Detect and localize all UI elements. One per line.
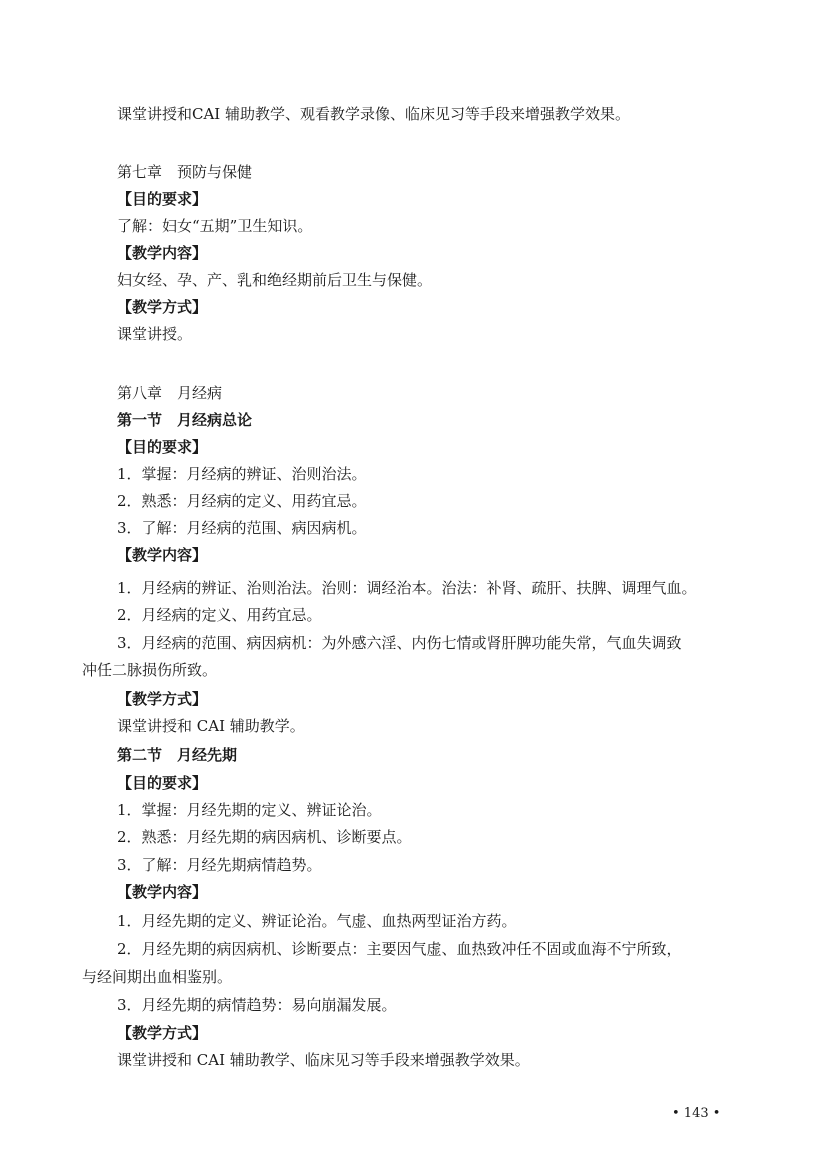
chapter-7-title: 第七章 预防与保健 <box>117 163 253 181</box>
ch7-content-text: 妇女经、孕、产、乳和绝经期前后卫生与保健。 <box>117 271 433 289</box>
ch7-content-heading: 【教学内容】 <box>117 244 208 262</box>
section-1-title: 第一节 月经病总论 <box>117 411 253 429</box>
ch7-method-heading: 【教学方式】 <box>117 298 208 316</box>
s1-content-3-cont: 冲任二脉损伤所致。 <box>82 661 218 679</box>
s1-objective-3: 3．了解：月经病的范围、病因病机。 <box>117 519 367 537</box>
s1-objectives-heading: 【目的要求】 <box>117 438 208 456</box>
s1-objective-2: 2．熟悉：月经病的定义、用药宜忌。 <box>117 492 367 510</box>
ch7-method-text: 课堂讲授。 <box>117 325 193 343</box>
s1-objective-1: 1．掌握：月经病的辨证、治则治法。 <box>117 465 367 483</box>
s1-content-2: 2．月经病的定义、用药宜忌。 <box>117 606 322 624</box>
s2-objective-2: 2．熟悉：月经先期的病因病机、诊断要点。 <box>117 828 412 846</box>
s2-method-text: 课堂讲授和 CAI 辅助教学、临床见习等手段来增强教学效果。 <box>117 1051 530 1069</box>
s1-content-heading: 【教学内容】 <box>117 546 208 564</box>
s2-objectives-heading: 【目的要求】 <box>117 774 208 792</box>
page-number: • 143 • <box>672 1106 721 1121</box>
s2-content-2: 2．月经先期的病因病机、诊断要点：主要因气虚、血热致冲任不固或血海不宁所致， <box>117 940 682 958</box>
s2-content-heading: 【教学内容】 <box>117 883 208 901</box>
section-2-title: 第二节 月经先期 <box>117 746 238 764</box>
s2-content-2-cont: 与经间期出血相鉴别。 <box>82 968 233 986</box>
chapter-8-title: 第八章 月经病 <box>117 384 223 402</box>
s2-method-heading: 【教学方式】 <box>117 1024 208 1042</box>
ch7-objectives-text: 了解：妇女“五期”卫生知识。 <box>117 217 313 235</box>
intro-paragraph: 课堂讲授和CAI 辅助教学、观看教学录像、临床见习等手段来增强教学效果。 <box>117 105 631 123</box>
s2-objective-1: 1．掌握：月经先期的定义、辨证论治。 <box>117 801 382 819</box>
s2-content-1: 1．月经先期的定义、辨证论治。气虚、血热两型证治方药。 <box>117 912 517 930</box>
s1-method-heading: 【教学方式】 <box>117 690 208 708</box>
s1-method-text: 课堂讲授和 CAI 辅助教学。 <box>117 717 305 735</box>
s2-content-3: 3．月经先期的病情趋势：易向崩漏发展。 <box>117 996 397 1014</box>
s2-objective-3: 3．了解：月经先期病情趋势。 <box>117 856 322 874</box>
s1-content-3: 3．月经病的范围、病因病机：为外感六淫、内伤七情或肾肝脾功能失常，气血失调致 <box>117 634 682 652</box>
ch7-objectives-heading: 【目的要求】 <box>117 190 208 208</box>
s1-content-1: 1．月经病的辨证、治则治法。治则：调经治本。治法：补肾、疏肝、扶脾、调理气血。 <box>117 579 697 597</box>
